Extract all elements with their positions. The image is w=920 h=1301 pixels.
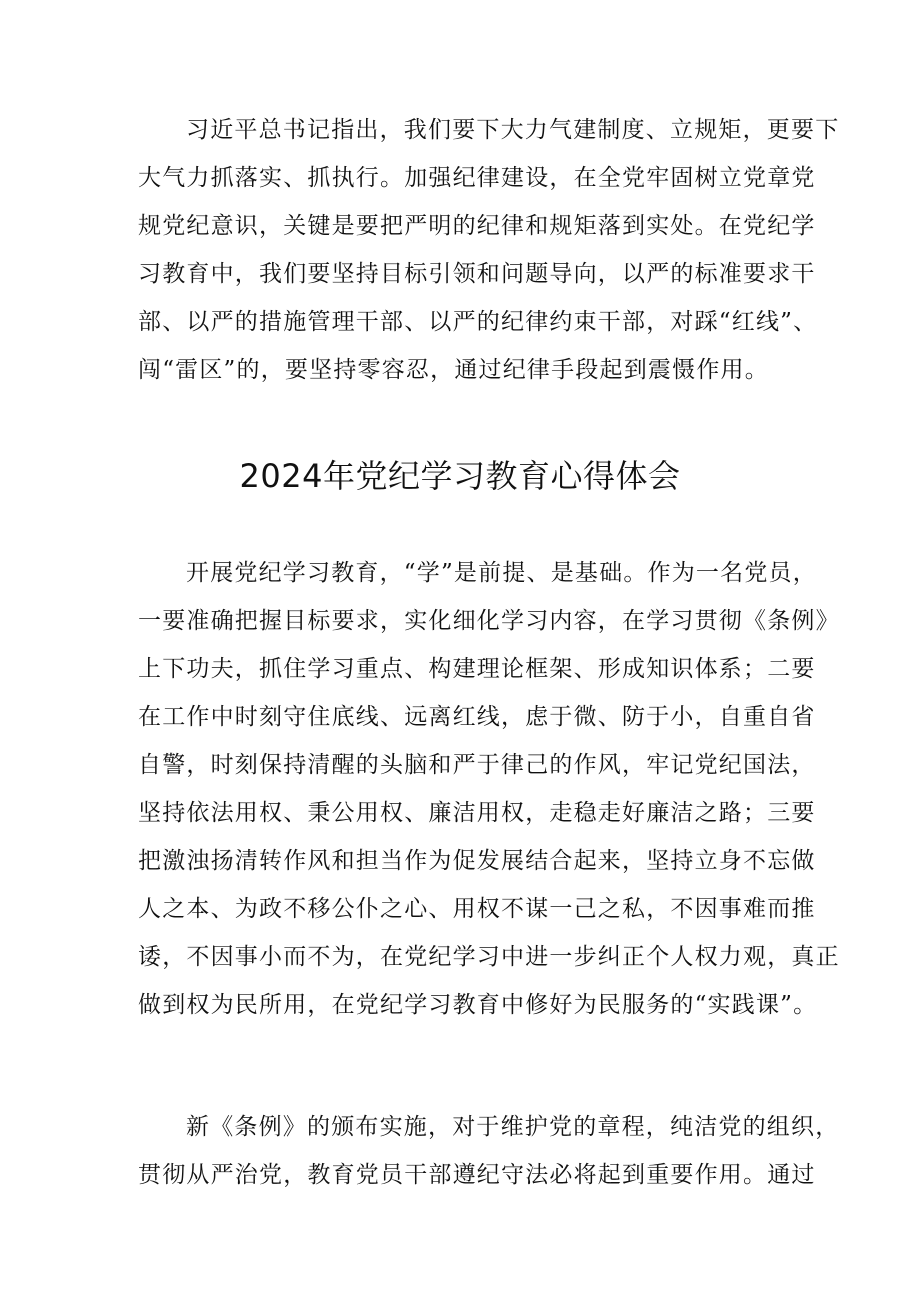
text-line: 闯“雷区”的，要坚持零容忍，通过纪律手段起到震慑作用。: [138, 357, 769, 383]
text-line: 自警，时刻保持清醒的头脑和严于律己的作风，牢记党纪国法，: [138, 752, 816, 778]
text-line: 新《条例》的颁布实施，对于维护党的章程，纯洁党的组织，: [186, 1114, 840, 1140]
text-line: 大气力抓落实、抓执行。加强纪律建设，在全党牢固树立党章党: [138, 165, 816, 191]
document-title: 2024年党纪学习教育心得体会: [239, 457, 681, 495]
text-line: 部、以严的措施管理干部、以严的纪律约束干部，对踩“红线”、: [138, 309, 818, 335]
text-line: 把激浊扬清转作风和担当作为促发展结合起来，坚持立身不忘做: [138, 848, 816, 874]
text-line: 诿，不因事小而不为，在党纪学习中进一步纠正个人权力观，真正: [138, 944, 840, 970]
text-line: 开展党纪学习教育，“学”是前提、是基础。作为一名党员，: [186, 560, 817, 586]
text-line: 一要准确把握目标要求，实化细化学习内容，在学习贯彻《条例》: [138, 608, 840, 634]
text-line: 习近平总书记指出，我们要下大力气建制度、立规矩，更要下: [186, 117, 840, 143]
text-line: 坚持依法用权、秉公用权、廉洁用权，走稳走好廉洁之路；三要: [138, 800, 816, 826]
text-line: 贯彻从严治党，教育党员干部遵纪守法必将起到重要作用。通过: [138, 1162, 816, 1188]
text-line: 在工作中时刻守住底线、远离红线，虑于微、防于小，自重自省: [138, 704, 816, 730]
text-line: 人之本、为政不移公仆之心、用权不谋一己之私，不因事难而推: [138, 896, 816, 922]
text-line: 规党纪意识，关键是要把严明的纪律和规矩落到实处。在党纪学: [138, 213, 816, 239]
text-line: 上下功夫，抓住学习重点、构建理论框架、形成知识体系；二要: [138, 656, 816, 682]
text-line: 做到权为民所用，在党纪学习教育中修好为民服务的“实践课”。: [138, 992, 818, 1018]
text-line: 习教育中，我们要坚持目标引领和问题导向，以严的标准要求干: [138, 261, 816, 287]
